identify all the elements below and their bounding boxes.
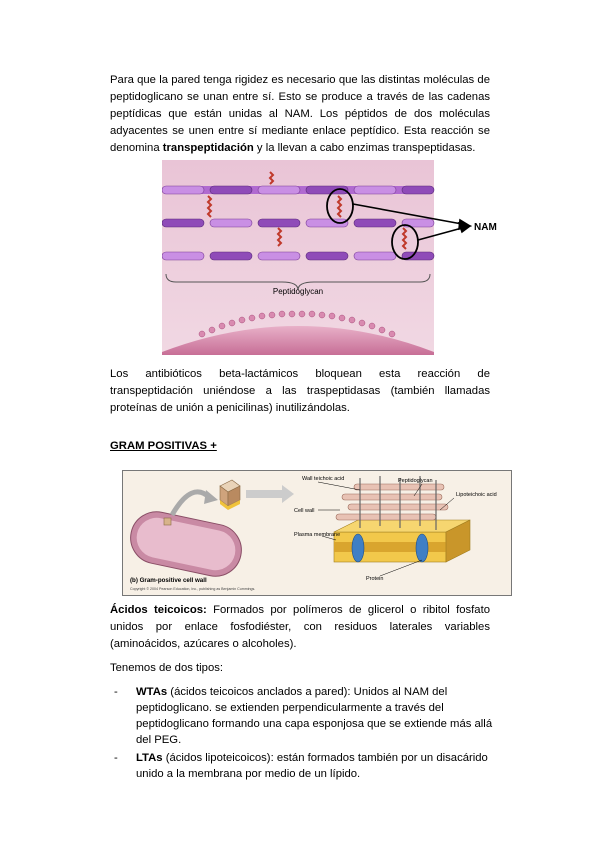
- list-dash: -: [114, 752, 118, 764]
- strand-row-1: [162, 186, 434, 194]
- teichoic-acids-paragraph: [110, 602, 490, 653]
- teichoic-acids-term: Ácidos teicoicos:: [110, 604, 207, 616]
- intro-paragraph: [110, 72, 490, 157]
- wall-teichoic-label: Wall teichoic acid: [302, 476, 345, 482]
- ltas-text: (ácidos lipoteicoicos): están formados también por un disacárido unido a la membrana por medio de un lípido.: [136, 752, 488, 780]
- copyright-note: Copyright © 2004 Pearson Education, Inc., publishing as Benjamin Cummings.: [130, 587, 256, 591]
- types-intro: Tenemos de dos tipos:: [110, 662, 224, 674]
- wtas-text: (ácidos teicoicos anclados a pared): Unidos al NAM del peptidoglicano. se extienden perpendicularmente a través del peptidoglicano formando una capa esponjosa que se extiende más allá del PEG.: [136, 686, 493, 746]
- beta-lactam-paragraph: Los antibióticos beta-lactámicos bloquean esta reacción de transpeptidación uniéndose a las traspeptidasas (también llamadas proteínas de unión a penicilinas) inutilizándolas.: [110, 368, 490, 414]
- list-item-ltas: [110, 750, 494, 782]
- teichoic-acids-text: Formados por polímeros de glicerol o ribitol fosfato unidos por enlace fosfodiéster, con residuos laterales variables (aminoácidos, azúcares o alcoholes).: [110, 604, 490, 650]
- nam-label: NAM: [474, 222, 497, 233]
- wall-cube: [220, 480, 240, 510]
- plasma-membrane-label: Plasma membrane: [294, 532, 341, 538]
- intro-text-2: y la llevan a cabo enzimas transpeptidasas.: [253, 142, 476, 154]
- list-dash: -: [114, 686, 118, 698]
- strand-row-2: [162, 219, 434, 227]
- figure-caption: (b) Gram-positive cell wall: [130, 577, 207, 584]
- gram-positive-heading: GRAM POSITIVAS +: [110, 440, 217, 452]
- list-item-wtas: [110, 684, 494, 748]
- peptidoglycan-label-2: Peptidoglycan: [398, 478, 433, 484]
- lipoteichoic-label: Lipoteichoic acid: [456, 492, 497, 498]
- peptidoglycan-diagram: [162, 160, 512, 355]
- ltas-term: LTAs: [136, 752, 163, 764]
- strand-row-3: [162, 252, 434, 260]
- intro-text-1: Para que la pared tenga rigidez es necesario que las distintas moléculas de peptidoglicano se unan entre sí. Esto se produce a través de las cadenas peptídicas que están unidas al NAM. Los péptidos de dos moléculas adyacentes se unen entre sí mediante enlace peptídico. Esta reacción se denomina: [110, 74, 490, 154]
- cell-wall-label: Cell wall: [294, 508, 315, 514]
- transpeptidation-term: transpeptidación: [162, 142, 254, 154]
- wtas-term: WTAs: [136, 686, 168, 698]
- teichoic-types-list: [110, 684, 494, 784]
- peptidoglycan-figure: [162, 160, 512, 355]
- protein-label: Protein: [366, 576, 384, 582]
- gram-positive-figure: [122, 470, 512, 596]
- peptidoglycan-label: Peptidoglycan: [272, 287, 324, 296]
- gram-positive-diagram: [122, 470, 512, 596]
